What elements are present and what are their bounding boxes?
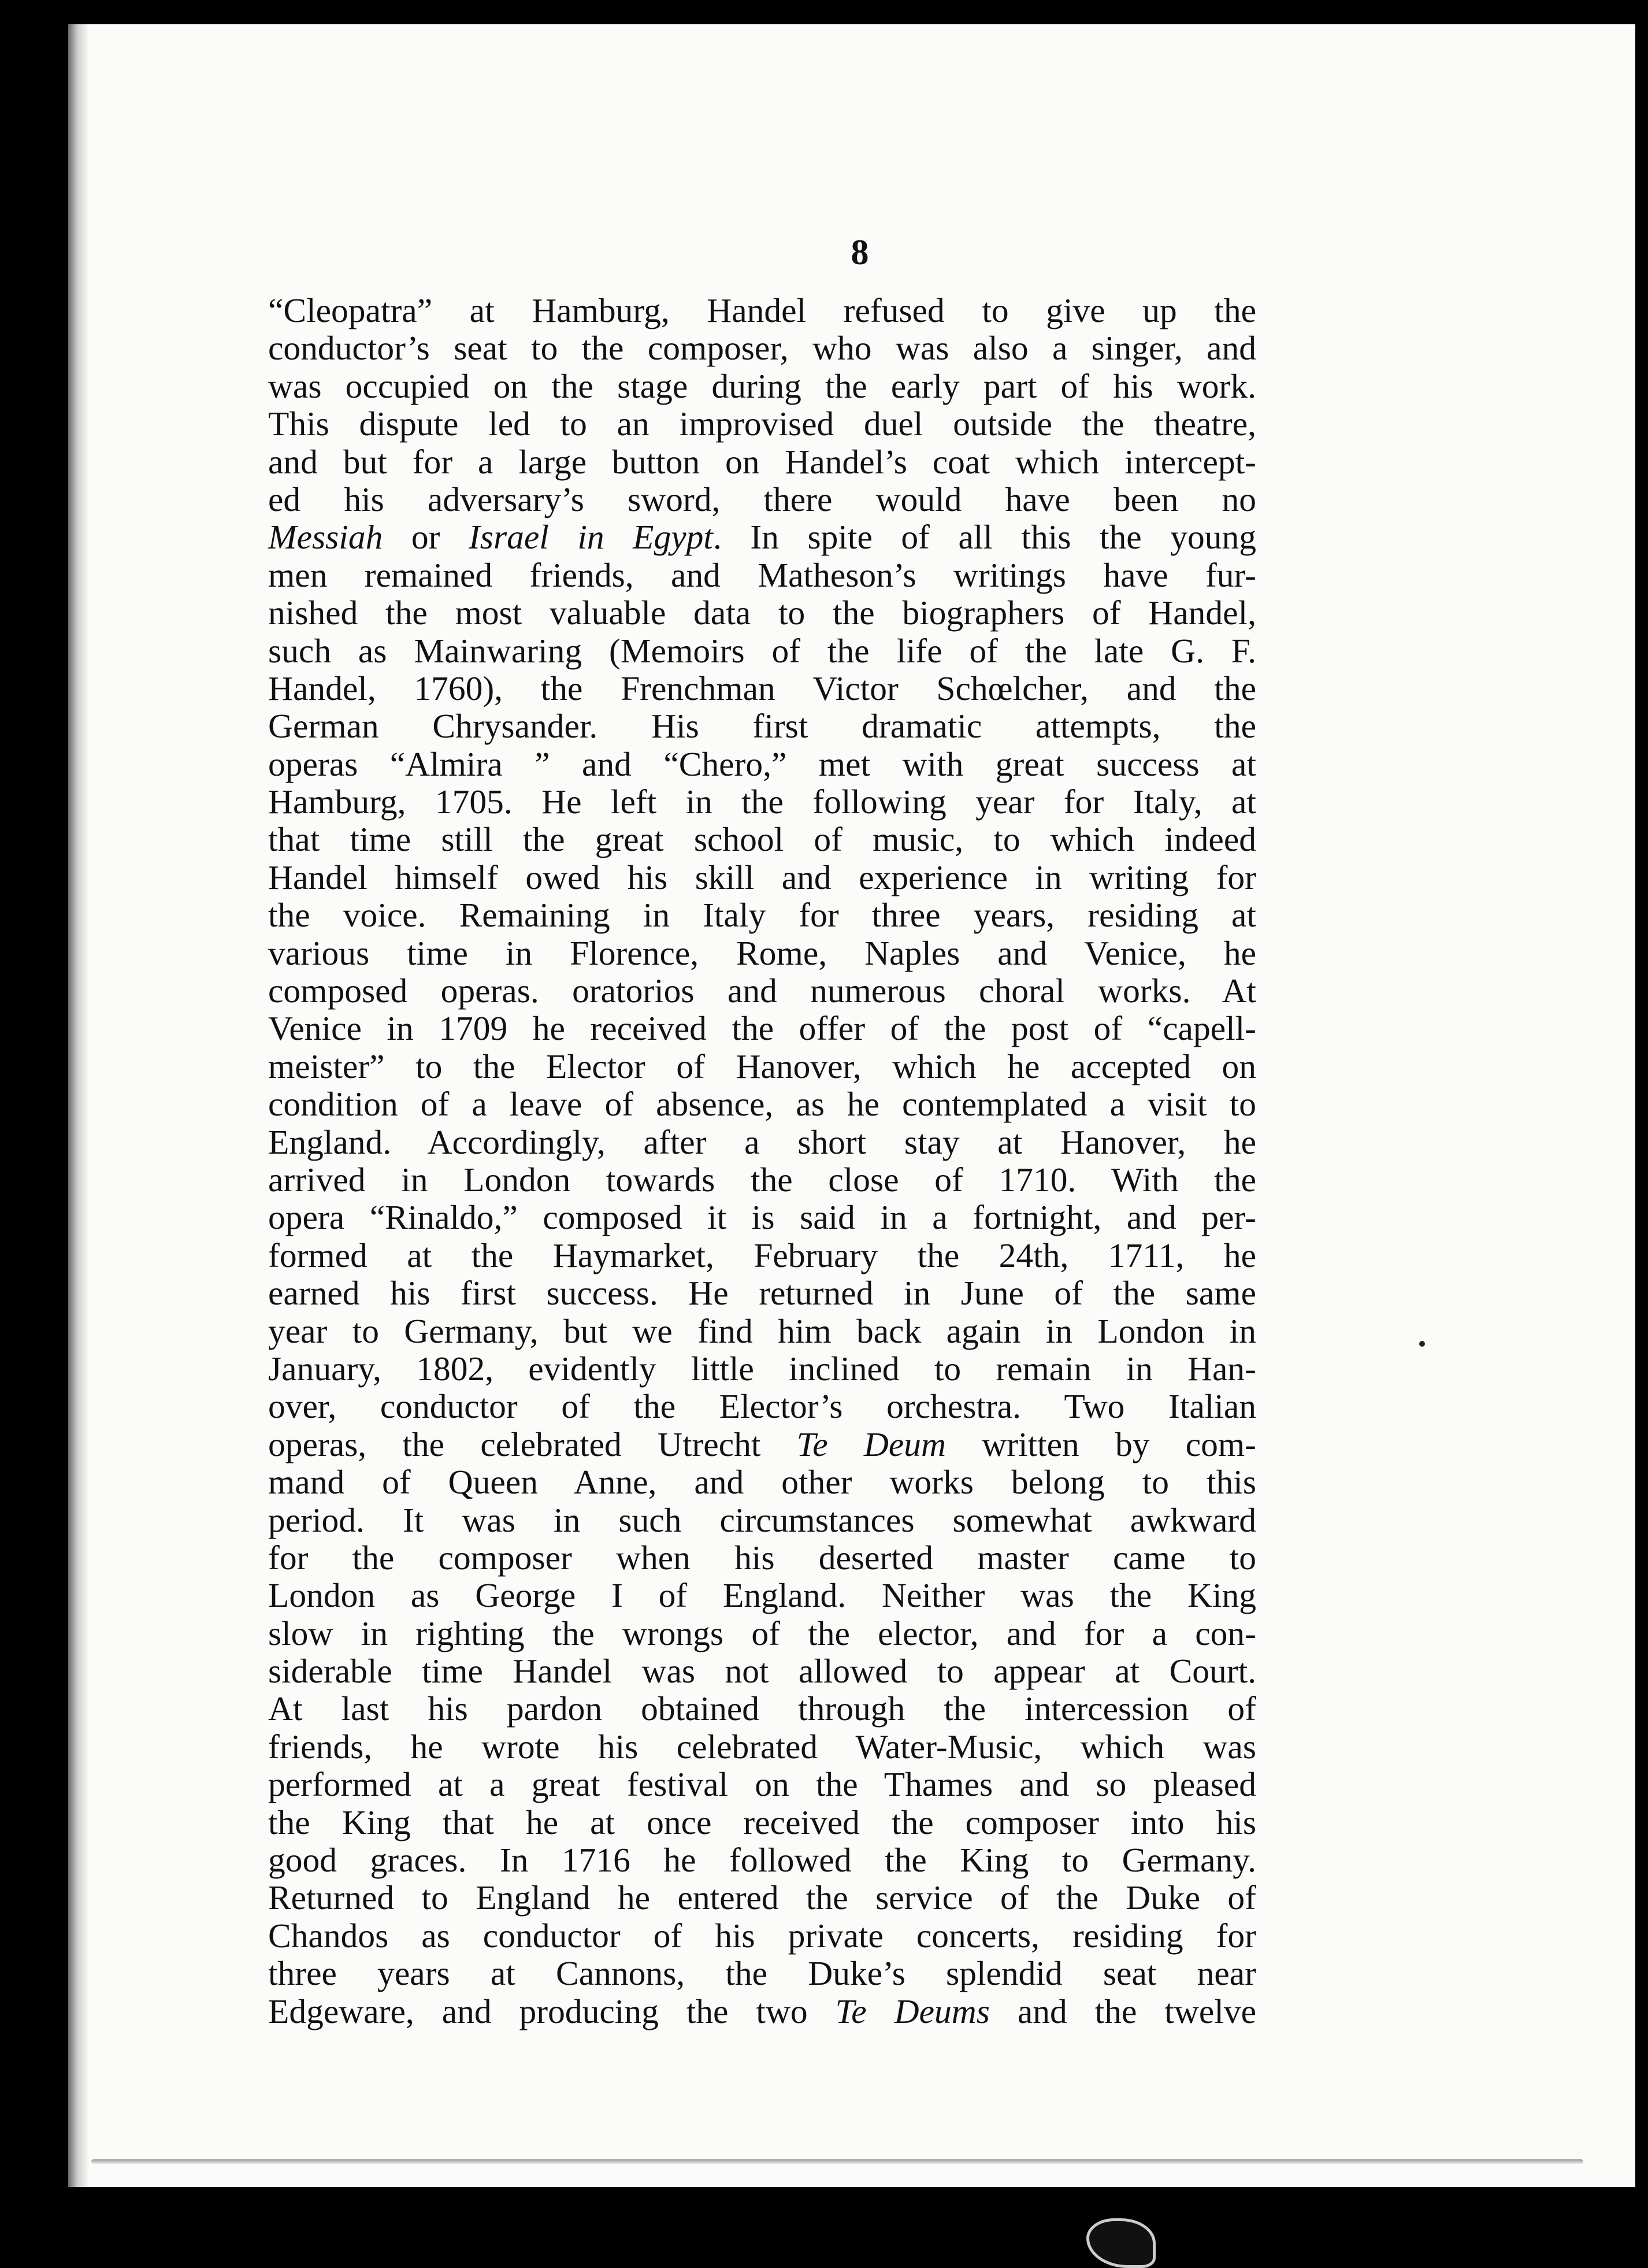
text-line: various time in Florence, Rome, Naples and Venice, he [268,933,1256,972]
text-line: German Chrysander. His first dramatic attempts, the [268,707,1256,746]
text-line: period. It was in such circumstances somewhat awkward [268,1500,1256,1539]
text-line: year to Germany, but we find him back again in London in [268,1311,1256,1350]
text-line: Chandos as conductor of his private concerts, residing for [268,1916,1256,1955]
text-line: three years at Cannons, the Duke’s splendid seat near [268,1954,1256,1993]
text-line: January, 1802, evidently little inclined to remain in Han- [268,1349,1256,1388]
text-line: At last his pardon obtained through the intercession of [268,1689,1256,1728]
text-line: such as Mainwaring (Memoirs of the life of the late G. F. [268,631,1256,670]
text-line: Edgeware, and producing the two Te Deums and the twelve [268,1992,1257,2030]
text-line: earned his first success. He returned in June of the same [268,1274,1256,1313]
text-line: This dispute led to an improvised duel outside the theatre, [268,405,1256,443]
text-line: and but for a large button on Handel’s coat which intercept- [268,442,1256,481]
text-line: composed operas. oratorios and numerous choral works. At [268,972,1256,1010]
ink-blot [1086,2218,1156,2268]
text-line: formed at the Haymarket, February the 24th, 1711, he [268,1236,1256,1274]
text-line: England. Accordingly, after a short stay at Hanover, he [268,1122,1256,1161]
text-line: Handel himself owed his skill and experience in writing for [268,858,1256,896]
text-line: operas “Almira ” and “Chero,” met with great success at [268,744,1256,783]
text-line: conductor’s seat to the composer, who was also a singer, and [268,329,1256,368]
text-line: Hamburg, 1705. He left in the following year for Italy, at [268,783,1256,821]
text-line: performed at a great festival on the Thames and so pleased [268,1765,1256,1804]
text-line: Messiah or Israel in Egypt. In spite of all this the young [268,518,1256,557]
body-text [268,292,1256,2030]
text-line: was occupied on the stage during the early part of his work. [268,366,1256,405]
text-line: mand of Queen Anne, and other works belong to this [268,1463,1256,1502]
text-line: the voice. Remaining in Italy for three years, residing at [268,896,1256,935]
ink-dot [1419,1341,1425,1347]
text-line: meister” to the Elector of Hanover, which he accepted on [268,1047,1256,1085]
text-line: siderable time Handel was not allowed to appear at Court. [268,1652,1256,1691]
text-line: the King that he at once received the composer into his [268,1803,1256,1841]
text-line: London as George I of England. Neither was the King [268,1576,1256,1615]
text-line: over, conductor of the Elector’s orchestra. Two Italian [268,1387,1256,1426]
text-line: arrived in London towards the close of 1710. With the [268,1160,1256,1199]
text-line: ed his adversary’s sword, there would have been no [268,480,1256,518]
text-line: good graces. In 1716 he followed the King to Germany. [268,1841,1256,1880]
text-line: opera “Rinaldo,” composed it is said in a fortnight, and per- [268,1198,1256,1237]
text-line: Venice in 1709 he received the offer of the post of “capell- [268,1009,1256,1048]
text-line: friends, he wrote his celebrated Water-Music, which was [268,1727,1256,1766]
text-line: condition of a leave of absence, as he contemplated a visit to [268,1085,1256,1124]
text-line: Returned to England he entered the service of the Duke of [268,1878,1256,1917]
page-number: 8 [851,233,869,272]
text-line: operas, the celebrated Utrecht Te Deum written by com- [268,1425,1256,1463]
text-line: Handel, 1760), the Frenchman Victor Schœlcher, and the [268,669,1256,707]
text-line: nished the most valuable data to the biographers of Handel, [268,594,1256,632]
text-line: for the composer when his deserted master came to [268,1538,1256,1577]
text-line: that time still the great school of music, to which indeed [268,820,1256,859]
text-line: “Cleopatra” at Hamburg, Handel refused to give up the [268,291,1256,329]
text-line: slow in righting the wrongs of the elector, and for a con- [268,1614,1256,1652]
text-line: men remained friends, and Matheson’s writings have fur- [268,555,1256,594]
